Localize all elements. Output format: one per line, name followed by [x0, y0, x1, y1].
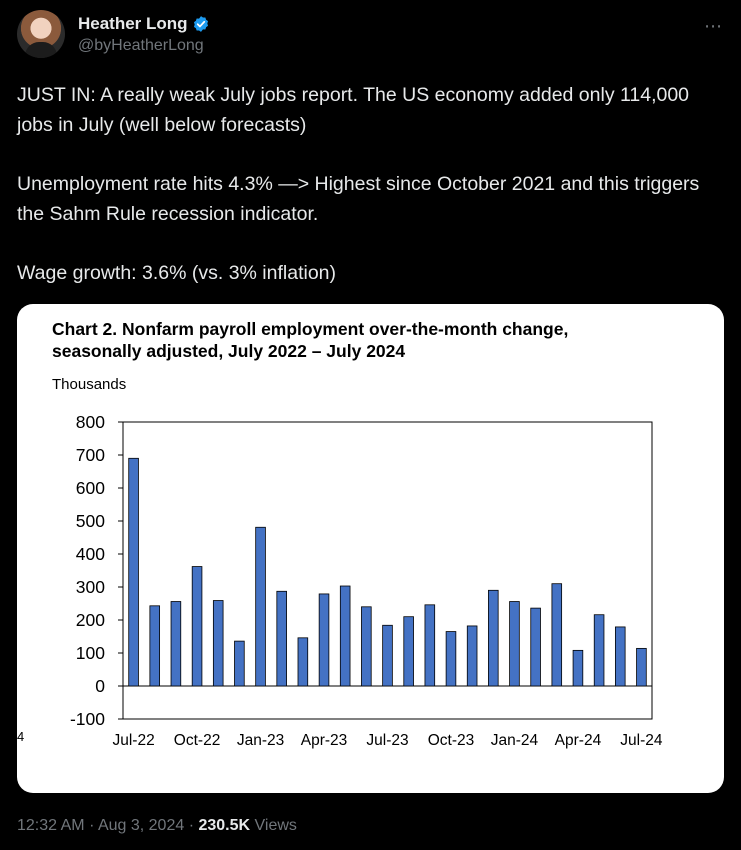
- bar: [425, 605, 435, 686]
- views-label: Views: [254, 817, 297, 834]
- tweet-date[interactable]: Aug 3, 2024: [97, 817, 185, 834]
- author-name[interactable]: Heather Long: [78, 14, 188, 33]
- x-tick-label: Jan-24: [490, 732, 539, 749]
- bar: [531, 608, 541, 686]
- avatar-shirt: [25, 42, 57, 58]
- bar: [615, 627, 625, 686]
- y-tick-label: 500: [75, 511, 105, 531]
- tweet-header: [17, 10, 727, 60]
- bar: [298, 638, 308, 686]
- author-avatar[interactable]: [17, 10, 65, 58]
- x-tick-label: Apr-23: [300, 732, 348, 749]
- bar: [383, 625, 393, 686]
- x-tick-label: Apr-24: [554, 732, 602, 749]
- tweet-footer: [17, 817, 297, 835]
- bar: [361, 607, 371, 686]
- views-count: 230.5K: [198, 817, 251, 834]
- bar: [319, 594, 329, 686]
- footer-separator-1: ·: [89, 817, 95, 834]
- y-tick-label: 300: [75, 577, 105, 597]
- y-tick-label: 600: [75, 478, 105, 498]
- author-name-row: [78, 13, 210, 35]
- bar: [446, 632, 456, 686]
- y-tick-label: 100: [75, 643, 105, 663]
- bar: [256, 527, 266, 686]
- bar: [277, 591, 287, 686]
- x-tick-label: Oct-22: [173, 732, 221, 749]
- bar: [510, 602, 520, 686]
- y-tick-label: 200: [75, 610, 105, 630]
- y-tick-label: 700: [75, 445, 105, 465]
- x-tick-label: Jul-24: [620, 732, 663, 749]
- bar: [213, 601, 223, 686]
- bar: [467, 626, 477, 686]
- y-tick-label: -100: [69, 709, 105, 729]
- bar: [150, 606, 160, 686]
- tweet-text: [17, 80, 717, 288]
- bar: [573, 650, 583, 686]
- y-tick-label: 0: [95, 676, 105, 696]
- bar: [192, 567, 202, 686]
- tweet-paragraph-3: Wage growth: 3.6% (vs. 3% inflation): [17, 262, 336, 284]
- y-tick-label: 800: [75, 412, 105, 432]
- bar: [129, 458, 139, 686]
- y-tick-label: 400: [75, 544, 105, 564]
- footer-separator-2: ·: [188, 817, 195, 834]
- bar: [488, 590, 498, 686]
- chart-title-line-2: seasonally adjusted, July 2022 – July 2024: [52, 341, 406, 361]
- x-tick-label: Jul-22: [112, 732, 155, 749]
- chart-y-axis-label: Thousands: [52, 376, 127, 393]
- bar: [594, 615, 604, 686]
- bar: [235, 641, 245, 686]
- x-tick-label: Oct-23: [427, 732, 475, 749]
- tweet-time[interactable]: 12:32 AM: [17, 817, 85, 834]
- stray-text: 4: [17, 729, 25, 744]
- tweet-paragraph-1: JUST IN: A really weak July jobs report. The US economy added only 114,000 jobs in July (well below forecasts): [17, 84, 690, 136]
- tweet-paragraph-2: Unemployment rate hits 4.3% —> Highest since October 2021 and this triggers the Sahm Rule recession indicator.: [17, 173, 700, 225]
- more-dots-icon[interactable]: ⋯: [704, 16, 723, 36]
- bar: [171, 602, 181, 686]
- bar: [340, 586, 350, 686]
- chart-title-line-1: Chart 2. Nonfarm payroll employment over-the-month change,: [52, 319, 569, 339]
- bar: [404, 617, 414, 686]
- author-handle[interactable]: @byHeatherLong: [78, 37, 204, 54]
- verified-badge-icon[interactable]: [192, 15, 210, 33]
- bar: [637, 648, 647, 686]
- tweet-media-image[interactable]: [17, 304, 724, 793]
- bar: [552, 584, 562, 686]
- x-tick-label: Jan-23: [236, 732, 285, 749]
- x-tick-label: Jul-23: [366, 732, 409, 749]
- bar-chart: [17, 304, 724, 793]
